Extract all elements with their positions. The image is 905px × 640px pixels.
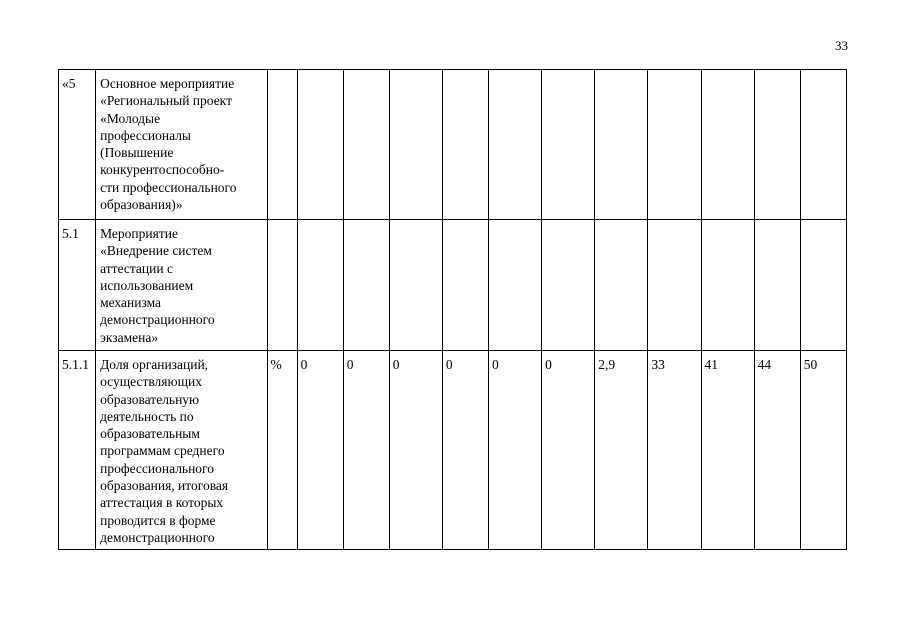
value-cell: 0 [542,351,595,550]
value-cell [442,70,488,220]
value-cell [297,70,343,220]
value-cell: 0 [343,351,389,550]
value-cell: 0 [297,351,343,550]
value-cell [389,70,442,220]
value-cell [343,70,389,220]
indicators-table [58,69,847,550]
value-cell [595,220,648,351]
value-cell: 50 [800,351,846,550]
value-cell [489,220,542,351]
value-cell: 44 [754,351,800,550]
value-cell [754,220,800,351]
value-cell: 0 [489,351,542,550]
value-cell [800,70,846,220]
row-name-cell: Доля организаций, осуществляющих образовательную деятельность по образовательным программам среднего профессионального образования, итоговая аттестация в которых проводится в форме демонстрационного [96,351,267,550]
unit-cell [267,220,297,351]
value-cell [542,220,595,351]
value-cell: 0 [442,351,488,550]
value-cell: 0 [389,351,442,550]
value-cell: 33 [648,351,701,550]
value-cell [648,220,701,351]
value-cell [754,70,800,220]
value-cell [648,70,701,220]
unit-cell [267,70,297,220]
row-name-cell: Мероприятие «Внедрение систем аттестации с использованием механизма демонстрационного экзамена» [96,220,267,351]
page-number: 33 [835,38,848,53]
value-cell [800,220,846,351]
value-cell [595,70,648,220]
value-cell [489,70,542,220]
table-row [59,70,847,220]
row-number-cell: 5.1.1 [59,351,96,550]
value-cell [442,220,488,351]
table-row [59,351,847,550]
value-cell [542,70,595,220]
value-cell: 2,9 [595,351,648,550]
value-cell [701,70,754,220]
value-cell [343,220,389,351]
unit-cell: % [267,351,297,550]
value-cell [389,220,442,351]
row-number-cell: «5 [59,70,96,220]
table-row [59,220,847,351]
row-number-cell: 5.1 [59,220,96,351]
value-cell [297,220,343,351]
row-name-cell: Основное мероприятие «Региональный проект «Молодые профессионалы (Повышение конкурентоспособно- сти профессионального образования)» [96,70,267,220]
value-cell: 41 [701,351,754,550]
value-cell [701,220,754,351]
